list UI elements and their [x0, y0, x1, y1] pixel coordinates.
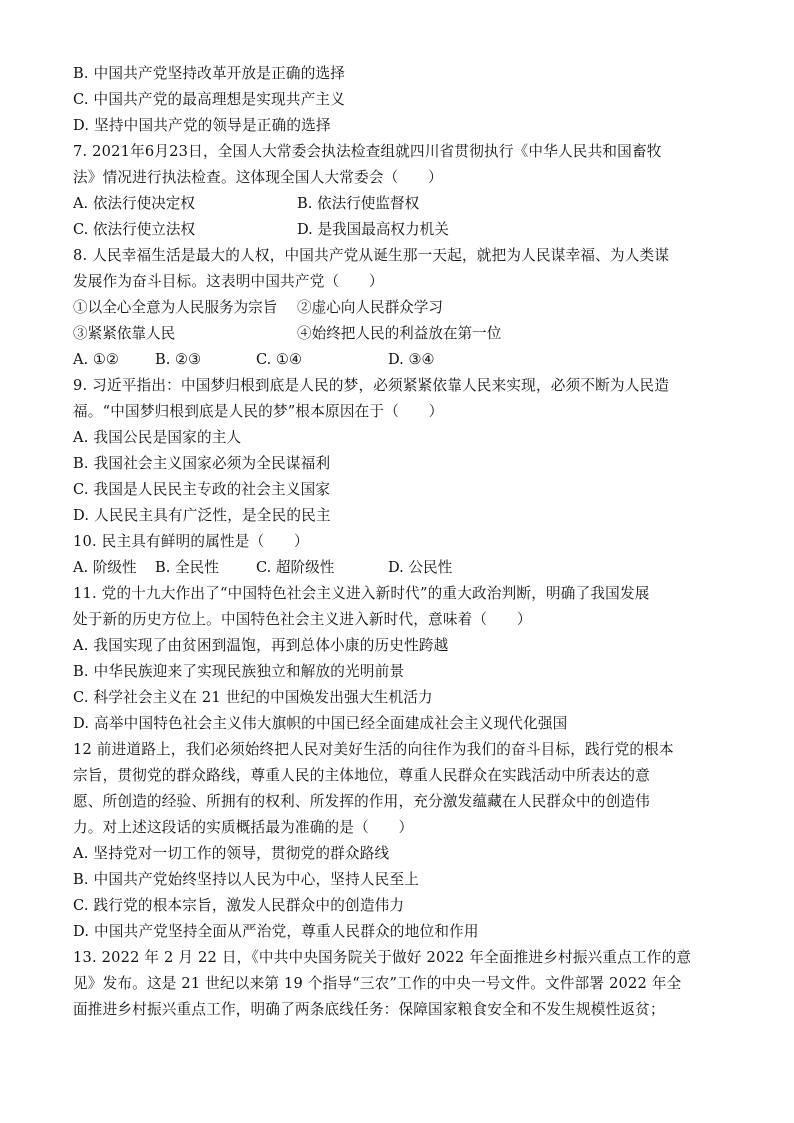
option-row — [73, 347, 723, 373]
text-line: D. 坚持中国共产党的领导是正确的选择 — [73, 117, 331, 134]
option-row — [73, 555, 723, 581]
option-item: A. ①② — [73, 351, 119, 368]
option-row — [73, 191, 723, 217]
option-item: C. ①④ — [256, 351, 303, 368]
text-line: D. 人民民主具有广泛性，是全民的民主 — [73, 507, 331, 524]
option-row — [73, 217, 723, 243]
text-line: 8. 人民幸福生活是最大的人权，中国共产党从诞生那一天起，就把为人民谋幸福、为人类谋 — [73, 247, 670, 264]
text-line: A. 我国公民是国家的主人 — [73, 429, 242, 446]
text-line: 愿、所创造的经验、所拥有的权利、所发挥的作用，充分激发蕴藏在人民群众中的创造伟 — [73, 793, 650, 810]
text-line: B. 中华民族迎来了实现民族独立和解放的光明前景 — [73, 663, 405, 680]
text-line: 法》情况进行执法检查。这体现全国人大常委会（ ） — [73, 169, 443, 186]
option-item: A. 阶级性 — [73, 559, 137, 576]
option-item: D. ③④ — [388, 351, 435, 368]
text-line: A. 我国实现了由贫困到温饱，再到总体小康的历史性跨越 — [73, 637, 449, 654]
text-line: 9. 习近平指出：中国梦归根到底是人民的梦，必须紧紧依靠人民来实现，必须不断为人民造 — [73, 377, 670, 394]
option-item: D. 是我国最高权力机关 — [297, 221, 449, 238]
text-line: B. 中国共产党坚持改革开放是正确的选择 — [73, 65, 346, 82]
text-line: B. 中国共产党始终坚持以人民为中心，坚持人民至上 — [73, 871, 420, 888]
text-line: 11. 党的十九大作出了“中国特色社会主义进入新时代”的重大政治判断，明确了我国发展 — [73, 585, 650, 602]
text-line: D. 中国共产党坚持全面从严治党，尊重人民群众的地位和作用 — [73, 923, 479, 940]
option-item: A. 依法行使决定权 — [73, 195, 195, 212]
text-line: 7. 2021年6月23日，全国人大常委会执法检查组就四川省贯彻执行《中华人民共和国畜牧 — [73, 143, 662, 160]
option-item: ②虚心向人民群众学习 — [297, 299, 443, 316]
option-row — [73, 321, 723, 347]
text-line: C. 践行党的根本宗旨，激发人民群众中的创造伟力 — [73, 897, 405, 914]
text-line: 力。对上述这段话的实质概括最为准确的是（ ） — [73, 819, 414, 836]
text-line: 面推进乡村振兴重点工作，明确了两条底线任务：保障国家粮食安全和不发生规模性返贫； — [73, 1001, 665, 1018]
text-line: 处于新的历史方位上。中国特色社会主义进入新时代，意味着（ ） — [73, 611, 532, 628]
option-item: C. 超阶级性 — [256, 559, 335, 576]
exam-page — [73, 61, 723, 1023]
option-item: B. 依法行使监督权 — [297, 195, 420, 212]
option-item: ③紧紧依靠人民 — [73, 325, 176, 342]
text-line: 发展作为奋斗目标。这表明中国共产党（ ） — [73, 273, 384, 290]
option-item: ④始终把人民的利益放在第一位 — [297, 325, 502, 342]
option-row — [73, 295, 723, 321]
text-line: 12 前进道路上，我们必须始终把人民对美好生活的向往作为我们的奋斗目标，践行党的根本 — [73, 741, 674, 758]
text-line: C. 我国是人民民主专政的社会主义国家 — [73, 481, 331, 498]
text-line: 13. 2022 年 2 月 22 日，《中共中央国务院关于做好 2022 年全面推进乡村振兴重点工作的意 — [73, 949, 692, 966]
option-item: C. 依法行使立法权 — [73, 221, 196, 238]
option-item: B. 全民性 — [155, 559, 219, 576]
text-line: 宗旨，贯彻党的群众路线，尊重人民的主体地位，尊重人民群众在实践活动中所表达的意 — [73, 767, 650, 784]
option-item: B. ②③ — [155, 351, 202, 368]
text-line: 10. 民主具有鲜明的属性是（ ） — [73, 533, 309, 550]
text-line: 福。“中国梦归根到底是人民的梦”根本原因在于（ ） — [73, 403, 444, 420]
text-line: C. 科学社会主义在 21 世纪的中国焕发出强大生机活力 — [73, 689, 433, 706]
text-line: 见》发布。这是 21 世纪以来第 19 个指导“三农”工作的中央一号文件。文件部署 2022 年全 — [73, 975, 682, 992]
text-line: A. 坚持党对一切工作的领导，贯彻党的群众路线 — [73, 845, 390, 862]
text-line: D. 高举中国特色社会主义伟大旗帜的中国已经全面建成社会主义现代化强国 — [73, 715, 568, 732]
option-item: ①以全心全意为人民服务为宗旨 — [73, 299, 278, 316]
text-line: C. 中国共产党的最高理想是实现共产主义 — [73, 91, 346, 108]
option-item: D. 公民性 — [388, 559, 453, 576]
text-line: B. 我国社会主义国家必须为全民谋福利 — [73, 455, 331, 472]
